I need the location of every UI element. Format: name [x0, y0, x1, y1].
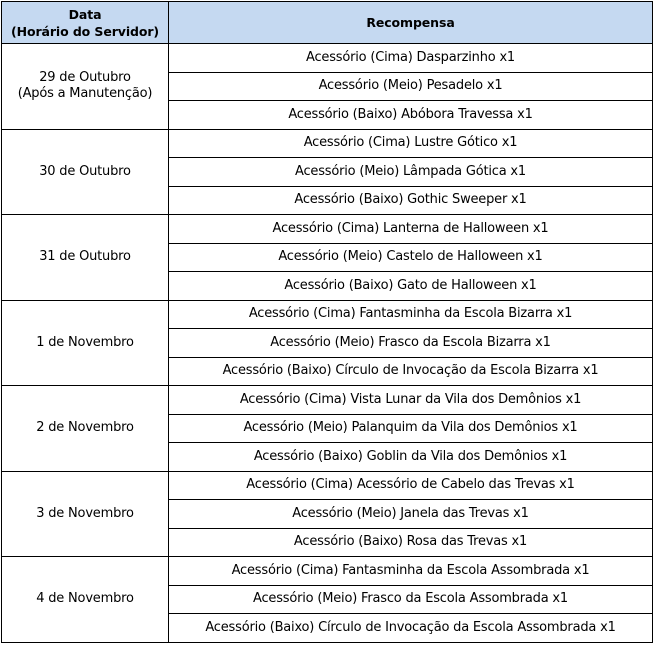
reward-cell: Acessório (Baixo) Gato de Halloween x1	[169, 272, 653, 301]
reward-cell: Acessório (Cima) Fantasminha da Escola Bizarra x1	[169, 300, 653, 329]
table-body	[2, 44, 653, 643]
table-header	[2, 2, 653, 44]
reward-cell: Acessório (Cima) Lanterna de Halloween x1	[169, 215, 653, 244]
rewards-table	[1, 1, 653, 643]
date-cell	[2, 386, 169, 472]
reward-cell: Acessório (Cima) Vista Lunar da Vila dos Demônios x1	[169, 386, 653, 415]
reward-cell: Acessório (Baixo) Rosa das Trevas x1	[169, 528, 653, 557]
date-column-header	[2, 2, 169, 44]
reward-cell: Acessório (Meio) Castelo de Halloween x1	[169, 243, 653, 272]
reward-cell: Acessório (Meio) Janela das Trevas x1	[169, 500, 653, 529]
date-cell	[2, 129, 169, 215]
reward-cell: Acessório (Baixo) Círculo de Invocação da Escola Assombrada x1	[169, 614, 653, 643]
table-row	[2, 557, 653, 586]
reward-cell: Acessório (Cima) Lustre Gótico x1	[169, 129, 653, 158]
header-row	[2, 2, 653, 44]
date-label: 3 de Novembro	[36, 505, 134, 521]
table-row	[2, 44, 653, 73]
date-label: 29 de Outubro	[39, 70, 131, 86]
reward-cell: Acessório (Cima) Dasparzinho x1	[169, 44, 653, 73]
table-row	[2, 386, 653, 415]
reward-cell: Acessório (Baixo) Círculo de Invocação da Escola Bizarra x1	[169, 357, 653, 386]
reward-cell: Acessório (Cima) Fantasminha da Escola Assombrada x1	[169, 557, 653, 586]
table-row	[2, 471, 653, 500]
reward-cell: Acessório (Baixo) Gothic Sweeper x1	[169, 186, 653, 215]
table-row	[2, 129, 653, 158]
reward-cell: Acessório (Cima) Acessório de Cabelo das Trevas x1	[169, 471, 653, 500]
table-row	[2, 215, 653, 244]
date-cell	[2, 215, 169, 301]
date-label: 30 de Outubro	[39, 163, 131, 179]
date-label: 4 de Novembro	[36, 591, 134, 607]
reward-column-header: Recompensa	[169, 2, 653, 44]
date-note: (Após a Manutenção)	[17, 86, 153, 102]
reward-cell: Acessório (Meio) Pesadelo x1	[169, 72, 653, 101]
reward-cell: Acessório (Meio) Frasco da Escola Assombrada x1	[169, 585, 653, 614]
reward-cell: Acessório (Meio) Frasco da Escola Bizarra x1	[169, 329, 653, 358]
date-header-subtitle: (Horário do Servidor)	[10, 23, 160, 39]
reward-cell: Acessório (Baixo) Goblin da Vila dos Demônios x1	[169, 443, 653, 472]
date-cell	[2, 557, 169, 643]
date-cell	[2, 300, 169, 386]
date-header-title: Data	[68, 6, 102, 22]
date-cell	[2, 471, 169, 557]
table-row	[2, 300, 653, 329]
date-label: 1 de Novembro	[36, 334, 134, 350]
reward-cell: Acessório (Meio) Lâmpada Gótica x1	[169, 158, 653, 187]
reward-cell: Acessório (Baixo) Abóbora Travessa x1	[169, 101, 653, 130]
reward-cell: Acessório (Meio) Palanquim da Vila dos Demônios x1	[169, 414, 653, 443]
date-cell	[2, 44, 169, 130]
date-label: 31 de Outubro	[39, 249, 131, 265]
date-label: 2 de Novembro	[36, 420, 134, 436]
